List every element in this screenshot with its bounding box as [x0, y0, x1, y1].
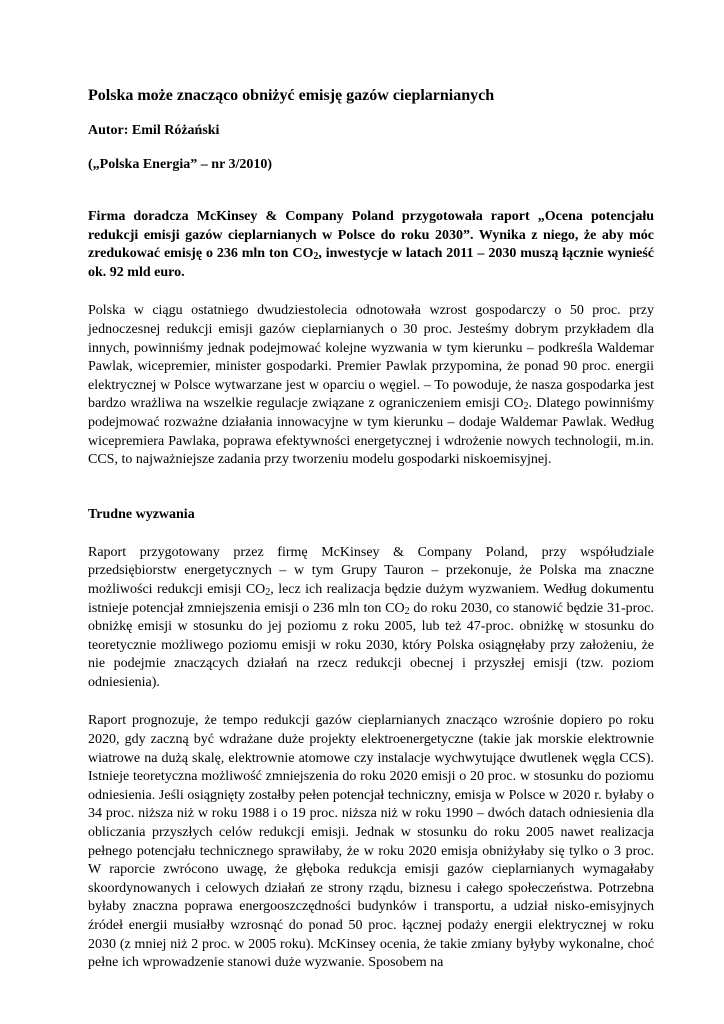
- section-heading: Trudne wyzwania: [88, 506, 195, 522]
- document-title: Polska może znacząco obniżyć emisję gazów cieplarnianych: [88, 87, 495, 104]
- document-page: [88, 86, 654, 973]
- para1-text-1: Polska w ciągu ostatniego dwudziestolecia odnotowała wzrost gospodarczy o 50 proc. przy jednoczesnej redukcji emisji gazów cieplarnianych o 30 proc. Jesteśmy dobrym przykładem dla innych, powinniśmy jednak podejmować kolejne wyzwania w tym kierunku – podkreśla Waldemar Pawlak, wicepremier, minister gospodarki. Premier Pawlak przypomina, że ponad 90 proc. energii elektrycznej w Polsce wytwarzane jest w oparciu o węgiel. – To powoduje, że nasza gospodarka jest bardzo wrażliwa na wszelkie regulacje związane z ograniczeniem emisji CO: [88, 303, 654, 412]
- document-source: („Polska Energia” – nr 3/2010): [88, 157, 273, 172]
- lead-subscript-1: 2: [313, 251, 319, 263]
- body-paragraph-3: Raport prognozuje, że tempo redukcji gazów cieplarnianych znacząco wzrośnie dopiero po roku 2020, gdy zaczną być wdrażane duże projekty elektroenergetyczne (takie jak morskie elektrownie wiatrowe na dużą skalę, elektrownie atomowe czy instalacje wychwytujące dwutlenek węgla CCS). Istnieje teoretyczna możliwość zmniejszenia do roku 2020 emisji o 20 proc. w stosunku do poziomu odniesienia. Jeśli osiągnięty zostałby pełen potencjał techniczny, emisja w Polsce w 2020 r. byłaby o 34 proc. niższa niż w roku 1988 i o 19 proc. niższa niż w roku 1990 – dwóch datach odniesienia dla obliczania przyszłych celów redukcji emisji. Jednak w stosunku do roku 2005 nawet realizacja pełnego potencjału technicznego sprawiłaby, że w roku 2020 emisja obniżyłaby się tylko o 3 proc. W raporcie zwrócono uwagę, że głęboka redukcja emisji gazów cieplarnianych wymagałaby skoordynowanych i celowych działań ze strony rządu, biznesu i całego społeczeństwa. Potrzebna byłaby znaczna poprawa energooszczędności budynków i transportu, a udział nisko-emisyjnych źródeł energii musiałby wzrosnąć do ponad 50 proc. łącznej podaży energii elektrycznej w roku 2030 (z mniej niż 2 proc. w 2005 roku). McKinsey ocenia, że takie zmiany byłyby wykonalne, choć pełne ich wprowadzenie stanowi duże wyzwanie. Sposobem na: [88, 713, 654, 971]
- para2-text-3: do roku 2030, co stanowić będzie 31-proc. obniżkę emisji w stosunku do jej poziomu z roku 2005, lub też 47-proc. obniżkę w stosunku do teoretycznie możliwego poziomu emisji w roku 2030, który Polska osiągnęłaby przy założeniu, że nie podejmie znaczących działań na rzecz redukcji obecnej i przyszłej emisji (tzw. poziom odniesienia).: [88, 600, 654, 690]
- para2-text-1: Raport przygotowany przez firmę McKinsey & Company Poland, przy współudziale przedsiębiorstw energetycznych – w tym Grupy Tauron – przekonuje, że Polska ma znaczne możliwości redukcji emisji CO: [88, 544, 654, 597]
- para2-subscript-1: 2: [265, 586, 271, 598]
- document-author: Autor: Emil Różański: [88, 123, 220, 138]
- para2-subscript-2: 2: [404, 605, 410, 617]
- lead-text-2: , inwestycje w latach 2011 – 2030 muszą łącznie wynieść ok. 92 mld euro.: [88, 246, 654, 280]
- para2-text-2: , lecz ich realizacja będzie dużym wyzwaniem. Według dokumentu istnieje potencjał zmniejszenia emisji o 236 mln ton CO: [88, 581, 654, 616]
- para1-subscript-1: 2: [523, 401, 529, 413]
- lead-paragraph: [88, 208, 654, 282]
- para1-text-2: . Dlatego powinniśmy podejmować rozważne działania innowacyjne w tym kierunku – dodaje Waldemar Pawlak. Według wicepremiera Pawlaka, poprawa efektywności energetycznej i wdrożenie nowych technologii, m.in. CCS, to najważniejsze zadania przy tworzeniu modelu gospodarki niskoemisyjnej.: [88, 396, 654, 468]
- lead-text-1: Firma doradcza McKinsey & Company Poland przygotowała raport „Ocena potencjału redukcji emisji gazów cieplarnianych w Polsce do roku 2030”. Wynika z niego, że aby móc zredukować emisję o 236 mln ton CO: [88, 209, 654, 262]
- body-paragraph-1: [88, 302, 654, 469]
- body-paragraph-2: [88, 544, 654, 693]
